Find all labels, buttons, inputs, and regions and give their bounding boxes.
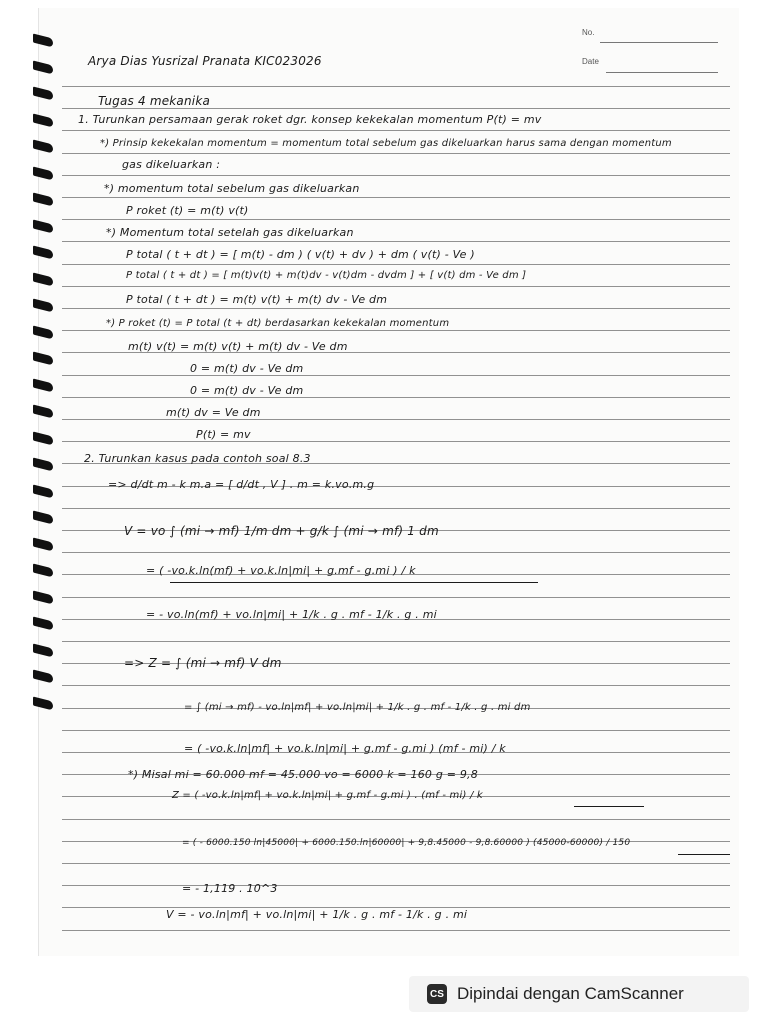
ruled-line [62,552,730,553]
text-line: *) Momentum total setelah gas dikeluarkan [106,226,354,239]
ruled-line [62,175,730,176]
equation-line: Z = ( -vo.k.ln|mf| + vo.k.ln|mi| + g.mf - g.mi ) . (mf - mi) / k [172,790,483,801]
equation-line: => d/dt m - k m.a = [ d/dt , V ] . m = k.vo.m.g [108,478,375,491]
fraction-bar [678,854,730,855]
equation-line: = ( -vo.k.ln(mf) + vo.k.ln|mi| + g.mf - g.mi ) / k [146,564,416,577]
equation-line: = ( -vo.k.ln|mf| + vo.k.ln|mi| + g.mf - g.mi ) (mf - mi) / k [184,742,506,755]
text-line: gas dikeluarkan : [122,158,221,171]
ruled-line [62,308,730,309]
ruled-line [62,264,730,265]
equation-line: 0 = m(t) dv - Ve dm [190,362,304,375]
ruled-line [62,508,730,509]
equation-line: = ( - 6000.150 ln|45000| + 6000.150.ln|60000| + 9,8.45000 - 9,8.60000 ) (45000-60000) / 150 [182,838,631,848]
ruled-line [62,863,730,864]
student-name: Arya Dias Yusrizal Pranata KIC023026 [88,54,322,68]
equation-line: m(t) v(t) = m(t) v(t) + m(t) dv - Ve dm [128,340,348,353]
equation-line: = - vo.ln(mf) + vo.ln|mi| + 1/k . g . mf - 1/k . g . mi [146,608,437,621]
ruled-line [62,130,730,131]
equation-line: m(t) dv = Ve dm [166,406,261,419]
text-line: *) Prinsip kekekalan momentum = momentum total sebelum gas dikeluarkan harus sama dengan momentum [100,138,672,149]
camscanner-logo-icon: CS [427,984,447,1004]
ruled-line [62,930,730,931]
fraction-bar [574,806,644,807]
ruled-line [62,219,730,220]
ruled-line [62,241,730,242]
ruled-line [62,685,730,686]
no-label: No. [582,28,595,37]
equation-line: P total ( t + dt ) = [ m(t)v(t) + m(t)dv - v(t)dm - dvdm ] + [ v(t) dm - Ve dm ] [126,270,527,281]
camscanner-text: Dipindai dengan CamScanner [457,984,684,1003]
ruled-line [62,419,730,420]
text-line: *) momentum total sebelum gas dikeluarkan [104,182,360,195]
assignment-title: Tugas 4 mekanika [98,94,211,108]
equation-line: P total ( t + dt ) = m(t) v(t) + m(t) dv - Ve dm [126,293,388,306]
equation-line: = ∫ (mi → mf) - vo.ln|mf| + vo.ln|mi| + 1/k . g . mf - 1/k . g . mi dm [184,702,531,713]
question-1: 1. Turunkan persamaan gerak roket dgr. konsep kekekalan momentum P(t) = mv [78,113,542,126]
equation-line: P(t) = mv [196,428,251,441]
date-line [606,72,718,73]
ruled-line [62,108,730,109]
question-2: 2. Turunkan kasus pada contoh soal 8.3 [84,452,311,465]
ruled-line [62,330,730,331]
ruled-line [62,197,730,198]
ruled-line [62,730,730,731]
ruled-line [62,441,730,442]
ruled-line [62,153,730,154]
text-line: *) Misal mi = 60.000 mf = 45.000 vo = 6000 k = 160 g = 9,8 [128,768,478,781]
ruled-line [62,397,730,398]
equation-line: P total ( t + dt ) = [ m(t) - dm ) ( v(t) + dv ) + dm ( v(t) - Ve ) [126,248,475,261]
ruled-line [62,375,730,376]
equation-line: = - 1,119 . 10^3 [182,882,278,895]
fraction-bar [170,582,538,583]
equation-line: => Z = ∫ (mi → mf) V dm [124,656,282,670]
equation-line: V = vo ∫ (mi → mf) 1/m dm + g/k ∫ (mi → mf) 1 dm [124,524,439,538]
equation-line: P roket (t) = m(t) v(t) [126,204,249,217]
ruled-line [62,597,730,598]
equation-line: V = - vo.ln|mf| + vo.ln|mi| + 1/k . g . mf - 1/k . g . mi [166,908,468,921]
camscanner-watermark [409,976,749,1012]
ruled-line [62,641,730,642]
ruled-line [62,885,730,886]
ruled-line [62,86,730,87]
ruled-line [62,286,730,287]
equation-line: 0 = m(t) dv - Ve dm [190,384,304,397]
text-line: *) P roket (t) = P total (t + dt) berdasarkan kekekalan momentum [106,318,450,329]
date-label: Date [582,57,599,66]
no-line [600,42,718,43]
ruled-line [62,819,730,820]
